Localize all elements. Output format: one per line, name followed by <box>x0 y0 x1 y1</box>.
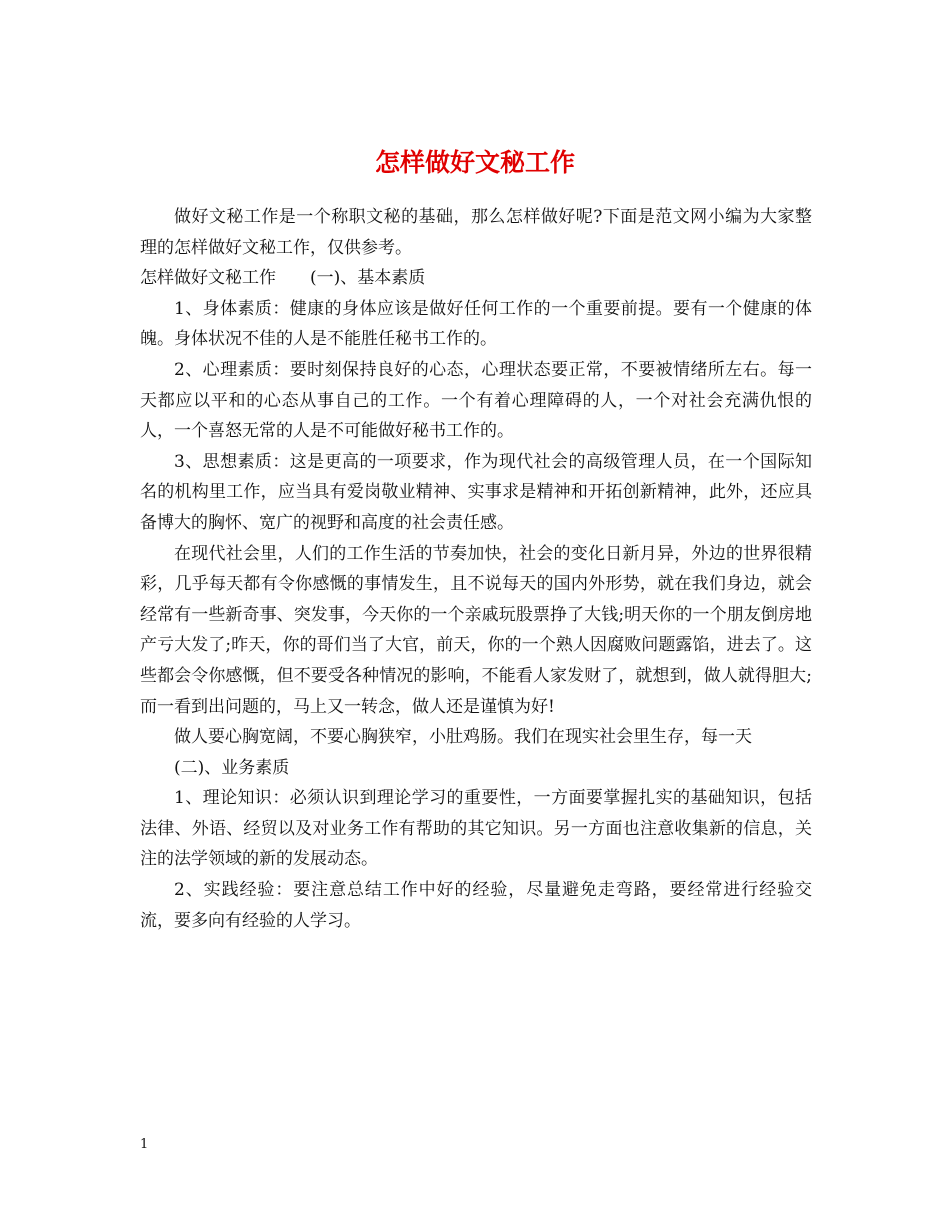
section-heading-basic-qualities: 怎样做好文秘工作 (一)、基本素质 <box>140 268 426 289</box>
paragraph-modern-society: 在现代社会里，人们的工作生活的节奏加快，社会的变化日新月异，外边的世界很精彩，几乎每天都有令你感慨的事情发生，且不说每天的国内外形势，就在我们身边，就会经常有一些新奇事、突发事，今天你的一个亲戚玩股票挣了大钱;明天你的一个朋友倒房地产亏大发了;昨天，你的哥们当了大官，前天，你的一个熟人因腐败问题露馅，进去了。这些都会令你感慨，但不要受各种情况的影响，不能看人家发财了，就想到，做人就得胆大;而一看到出问题的，马上又一转念，做人还是谨慎为好! <box>140 543 812 717</box>
paragraph-physical-quality: 1、身体素质：健康的身体应该是做好任何工作的一个重要前提。要有一个健康的体魄。身体状况不佳的人是不能胜任秘书工作的。 <box>140 298 812 350</box>
page-number: 1 <box>140 1137 149 1152</box>
paragraph-practical-experience: 2、实践经验：要注意总结工作中好的经验，尽量避免走弯路，要经常进行经验交流，要多向有经验的人学习。 <box>140 880 812 931</box>
paragraph-ideological-quality: 3、思想素质：这是更高的一项要求，作为现代社会的高级管理人员，在一个国际知名的机构里工作，应当具有爱岗敬业精神、实事求是精神和开拓创新精神，此外，还应具备博大的胸怀、宽广的视野和高度的社会责任感。 <box>140 451 812 533</box>
document-title: 怎样做好文秘工作 <box>374 147 575 177</box>
document-body <box>140 202 812 936</box>
paragraph-broad-mind: 做人要心胸宽阔，不要心胸狭窄，小肚鸡肠。我们在现实社会里生存，每一天 <box>174 727 752 748</box>
intro-paragraph: 做好文秘工作是一个称职文秘的基础，那么怎样做好呢?下面是范文网小编为大家整理的怎样做好文秘工作，仅供参考。 <box>140 207 812 258</box>
section-heading-professional-qualities: (二)、业务素质 <box>174 757 290 778</box>
paragraph-psychological-quality: 2、心理素质：要时刻保持良好的心态，心理状态要正常，不要被情绪所左右。每一天都应以平和的心态从事自己的工作。一个有着心理障碍的人，一个对社会充满仇恨的人，一个喜怒无常的人是不可能做好秘书工作的。 <box>140 359 812 442</box>
paragraph-theoretical-knowledge: 1、理论知识：必须认识到理论学习的重要性，一方面要掌握扎实的基础知识，包括法律、外语、经贸以及对业务工作有帮助的其它知识。另一方面也注意收集新的信息，关注的法学领域的新的发展动态。 <box>140 788 812 870</box>
